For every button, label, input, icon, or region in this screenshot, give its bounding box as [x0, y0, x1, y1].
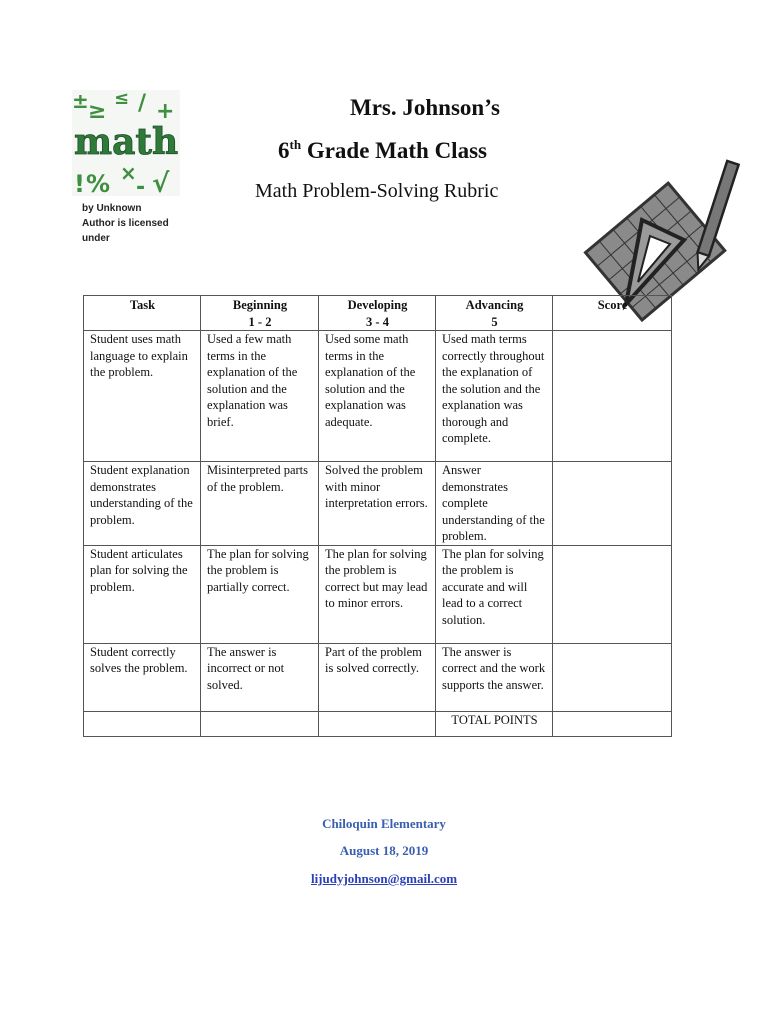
svg-text:!: ! [74, 170, 85, 198]
task-cell: Student correctly solves the problem. [84, 643, 201, 711]
score-cell[interactable] [553, 331, 672, 462]
score-cell[interactable] [553, 545, 672, 643]
advancing-cell: The answer is correct and the work supports the answer. [436, 643, 553, 711]
table-row [84, 643, 672, 711]
advancing-cell: The plan for solving the problem is accurate and will lead to a correct solution. [436, 545, 553, 643]
task-cell: Student articulates plan for solving the problem. [84, 545, 201, 643]
score-cell[interactable] [553, 643, 672, 711]
svg-text:-: - [136, 175, 146, 198]
task-cell: Student uses math language to explain the problem. [84, 331, 201, 462]
table-row [84, 462, 672, 546]
class-title [278, 138, 487, 164]
table-row [84, 545, 672, 643]
developing-cell: Part of the problem is solved correctly. [319, 643, 436, 711]
school-name: Chiloquin Elementary [322, 816, 446, 831]
developing-cell: Used some math terms in the explanation of the solution and the explanation was adequate. [319, 331, 436, 462]
advancing-cell: Answer demonstrates complete understanding of the problem. [436, 462, 553, 546]
empty-cell [319, 711, 436, 736]
svg-text:+: + [156, 99, 175, 124]
caption-line: by Unknown [82, 203, 142, 214]
beginning-cell: The plan for solving the problem is partially correct. [201, 545, 319, 643]
math-clipart-image [70, 88, 182, 198]
beginning-cell: Used a few math terms in the explanation of the solution and the explanation was brief. [201, 331, 319, 462]
caption-line: under [82, 233, 110, 244]
column-header-score: Score [553, 296, 672, 331]
total-row [84, 711, 672, 736]
caption-line: Author is licensed [82, 218, 169, 229]
svg-text:≥: ≥ [88, 99, 107, 124]
column-header-advancing: Advancing 5 [436, 296, 553, 331]
svg-text:/: / [138, 91, 147, 116]
column-header-developing: Developing 3 - 4 [319, 296, 436, 331]
rubric-table [83, 295, 672, 737]
svg-text:×: × [120, 161, 137, 185]
svg-text:√: √ [152, 169, 170, 198]
task-cell: Student explanation demonstrates understanding of the problem. [84, 462, 201, 546]
grade-number: 6 [278, 138, 290, 163]
class-title-rest: Grade Math Class [301, 138, 487, 163]
column-header-beginning: Beginning 1 - 2 [201, 296, 319, 331]
beginning-cell: Misinterpreted parts of the problem. [201, 462, 319, 546]
total-score-cell[interactable] [553, 711, 672, 736]
developing-cell: Solved the problem with minor interpretation errors. [319, 462, 436, 546]
svg-text:≤: ≤ [114, 88, 130, 109]
empty-cell [201, 711, 319, 736]
grade-suffix: th [289, 137, 302, 152]
beginning-cell: The answer is incorrect or not solved. [201, 643, 319, 711]
total-points-label: TOTAL POINTS [436, 711, 553, 736]
developing-cell: The plan for solving the problem is correct but may lead to minor errors. [319, 545, 436, 643]
svg-text:%: % [86, 170, 111, 198]
header-row [84, 296, 672, 331]
empty-cell [84, 711, 201, 736]
column-header-task: Task [84, 296, 201, 331]
score-cell[interactable] [553, 462, 672, 546]
contact-email-link[interactable]: lijudyjohnson@gmail.com [310, 871, 458, 886]
document-date: August 18, 2019 [339, 843, 429, 858]
svg-text:±: ± [72, 89, 89, 113]
teacher-name-title: Mrs. Johnson’s [350, 95, 500, 120]
rubric-subtitle: Math Problem-Solving Rubric [255, 180, 499, 202]
table-row [84, 331, 672, 462]
svg-text:math: math [74, 121, 179, 163]
logo-caption [82, 201, 182, 246]
advancing-cell: Used math terms correctly throughout the explanation of the solution and the explanation was thorough and complete. [436, 331, 553, 462]
